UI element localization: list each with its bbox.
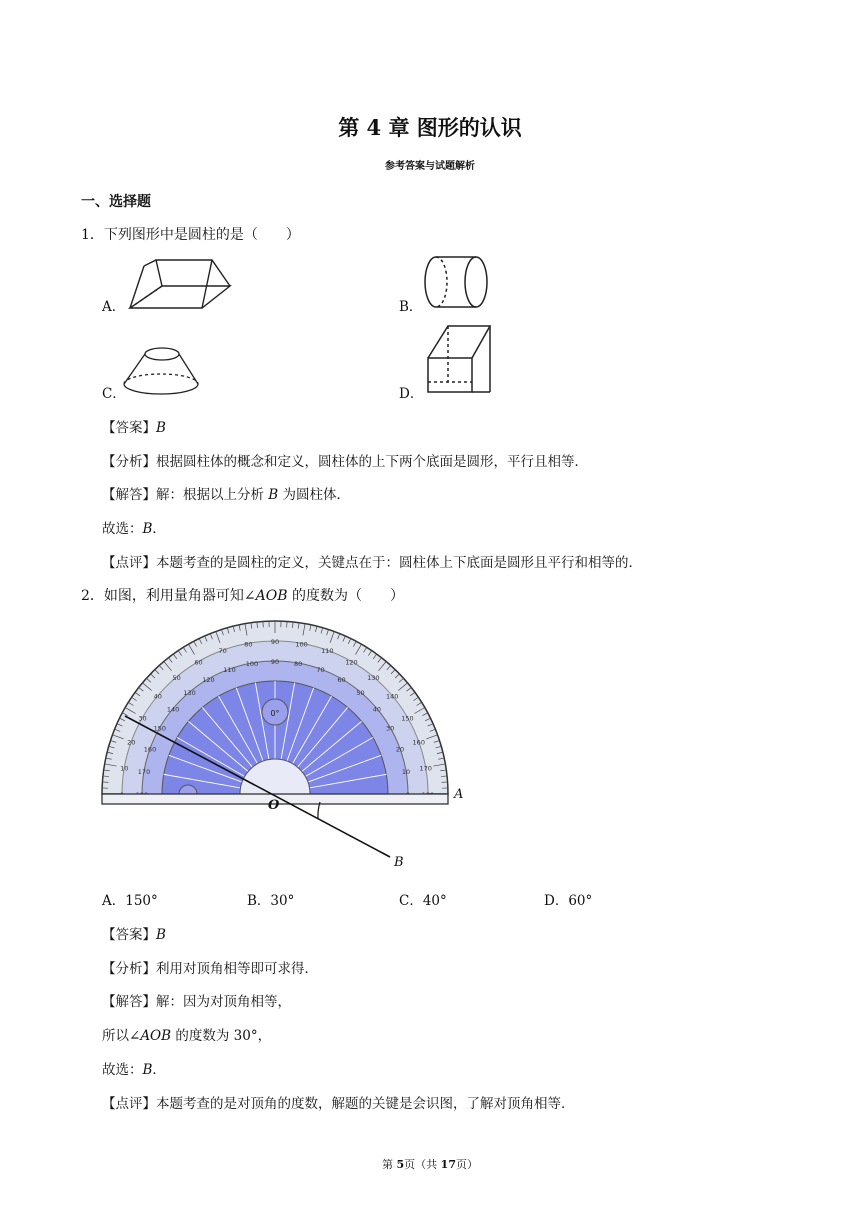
q1-option-d-label: D． xyxy=(399,386,424,402)
protractor-inner-label: 90 xyxy=(270,658,280,666)
protractor-inner-label: 100 xyxy=(245,660,259,669)
protractor-inner-label: 120 xyxy=(202,675,215,684)
protractor-inner-label: 80 xyxy=(293,660,303,669)
q2-comment: 【点评】本题考查的是对顶角的度数，解题的关键是会识图，了解对顶角相等． xyxy=(102,1096,575,1112)
q2-solution-line-2: 所以∠AOB 的度数为 30°， xyxy=(102,1028,272,1044)
protractor-outer-label: 140 xyxy=(385,692,399,701)
svg-text:0°: 0° xyxy=(270,709,280,718)
q2-solution: 【解答】解：因为对顶角相等， xyxy=(102,994,291,1010)
q2-answer: 【答案】B xyxy=(102,927,166,943)
protractor-inner-label: 70 xyxy=(316,666,325,675)
protractor-inner-label: 20 xyxy=(395,745,405,754)
protractor-inner-label: 10 xyxy=(401,767,411,776)
q1-option-a-label: A． xyxy=(102,299,126,315)
question-2-stem: 2．如图，利用量角器可知∠AOB 的度数为（ ） xyxy=(81,588,404,604)
protractor-outer-label: 30 xyxy=(138,714,147,723)
protractor-outer-label: 150 xyxy=(401,714,414,723)
protractor-outer-label: 60 xyxy=(194,658,203,667)
point-b-label: B xyxy=(394,855,404,870)
page-footer: 第 5页（共 17页） xyxy=(382,1158,478,1171)
protractor-inner-label: 170 xyxy=(137,767,151,776)
q1-answer: 【答案】B xyxy=(102,420,166,436)
protractor-outer-label: 80 xyxy=(244,640,253,649)
q2-choice: 故选：B． xyxy=(102,1062,166,1078)
point-o-label: O xyxy=(268,798,280,813)
cylinder-figure xyxy=(424,254,490,312)
question-1-stem: 1．下列图形中是圆柱的是（ ） xyxy=(81,227,300,243)
page-subtitle: 参考答案与试题解析 xyxy=(385,161,475,172)
protractor-inner-label: 40 xyxy=(372,705,382,714)
q1-option-c-label: C． xyxy=(102,386,126,402)
protractor-inner-label: 160 xyxy=(143,745,157,754)
protractor-outer-label: 90 xyxy=(270,638,280,646)
point-a-label: A xyxy=(454,787,464,802)
protractor-outer-label: 110 xyxy=(321,647,334,656)
protractor-outer-label: 160 xyxy=(412,738,425,747)
prism-figure xyxy=(424,322,494,396)
protractor-outer-label: 100 xyxy=(295,640,308,649)
protractor-inner-label: 110 xyxy=(223,666,236,675)
q1-option-b-label: B． xyxy=(399,299,423,315)
protractor-outer-label: 10 xyxy=(120,764,129,773)
protractor-outer-label: 50 xyxy=(172,673,181,682)
q1-comment: 【点评】本题考查的是圆柱的定义，关键点在于：圆柱体上下底面是圆形且平行和相等的． xyxy=(102,555,642,571)
section-heading: 一、选择题 xyxy=(81,194,151,210)
protractor-outer-label: 130 xyxy=(367,673,380,682)
protractor-inner-label: 50 xyxy=(356,689,365,698)
page-title: 第 4 章 图形的认识 xyxy=(338,115,522,140)
protractor-inner-label: 60 xyxy=(337,675,346,684)
protractor-inner-label: 130 xyxy=(183,689,196,698)
q2-analysis: 【分析】利用对顶角相等即可求得． xyxy=(102,961,318,977)
q2-option-a: A．150° xyxy=(102,893,158,909)
protractor-outer-label: 40 xyxy=(153,692,162,701)
q1-solution: 【解答】解：根据以上分析 B 为圆柱体． xyxy=(102,487,351,503)
protractor-inner-label: 140 xyxy=(166,705,180,714)
protractor-outer-label: 20 xyxy=(127,738,136,747)
q2-option-b: B．30° xyxy=(247,893,295,909)
q1-choice: 故选：B． xyxy=(102,521,166,537)
frustum-cone-figure xyxy=(120,344,202,398)
q2-option-d: D．60° xyxy=(544,893,593,909)
protractor-outer-label: 70 xyxy=(218,647,227,656)
q2-option-c: C．40° xyxy=(399,893,447,909)
protractor-outer-label: 120 xyxy=(345,658,358,667)
protractor-figure xyxy=(100,612,470,874)
protractor-inner-label: 150 xyxy=(153,724,167,733)
protractor-inner-label: 30 xyxy=(386,724,395,733)
frustum-prism-figure xyxy=(126,256,234,312)
protractor-outer-label: 170 xyxy=(419,764,432,773)
q1-analysis: 【分析】根据圆柱体的概念和定义，圆柱体的上下两个底面是圆形，平行且相等． xyxy=(102,454,588,470)
